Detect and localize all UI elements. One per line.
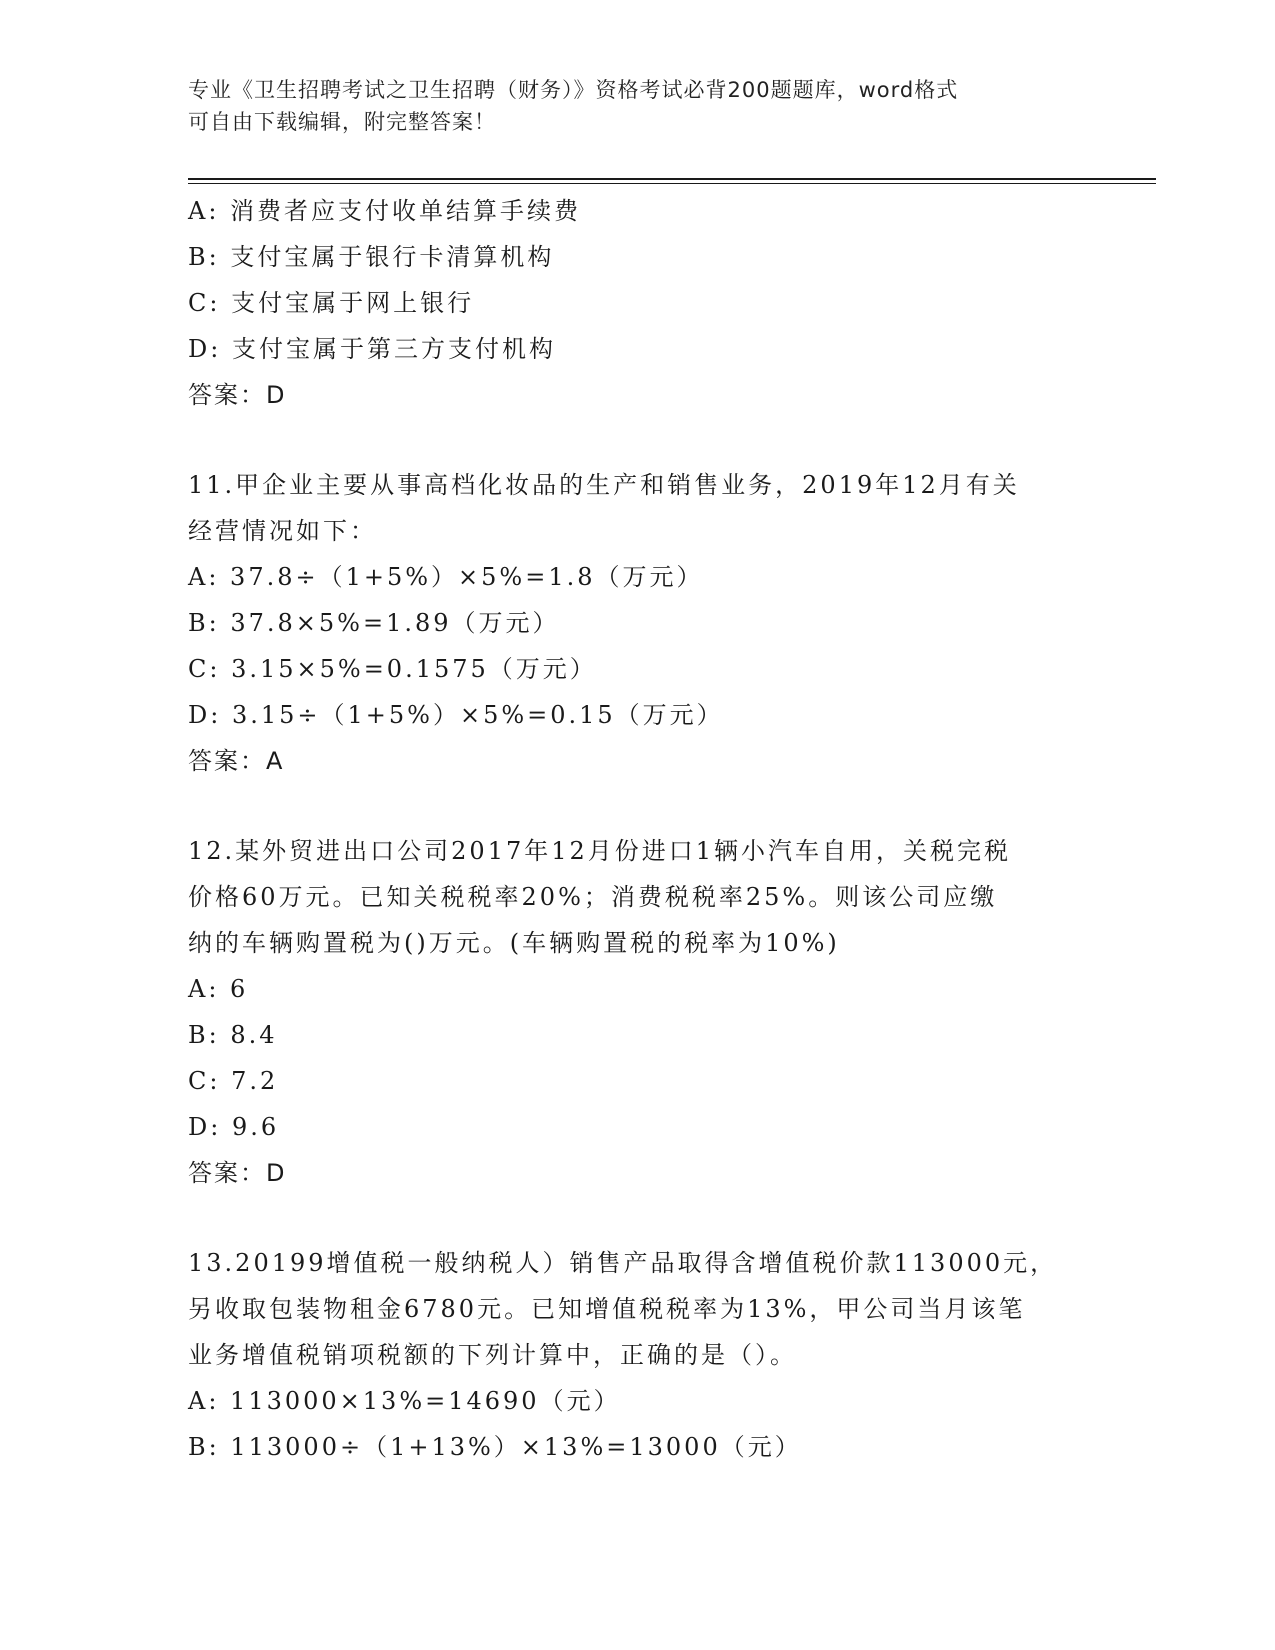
question-11 <box>188 462 1088 784</box>
question-stem-line: 13.20199增值税一般纳税人）销售产品取得含增值税价款113000元， <box>188 1249 1058 1277</box>
option-d: D: 9.6 <box>188 1113 280 1141</box>
option-a: A: 37.8÷（1+5%）×5%=1.8（万元） <box>188 563 704 591</box>
question-stem-line: 价格60万元。已知关税税率20%；消费税税率25%。则该公司应缴 <box>188 883 998 911</box>
option-a: A: 113000×13%=14690（元） <box>188 1387 621 1415</box>
option-b: B: 113000÷（1+13%）×13%=13000（元） <box>188 1433 802 1461</box>
option-c: C: 3.15×5%=0.1575（万元） <box>188 655 597 683</box>
option-b: B: 8.4 <box>188 1021 278 1049</box>
spacer <box>188 784 1088 828</box>
spacer <box>188 418 1088 462</box>
option-b: B: 支付宝属于银行卡清算机构 <box>188 243 555 271</box>
header-divider-thick <box>188 178 1156 180</box>
answer: 答案：D <box>188 381 287 409</box>
header-title-line-1: 专业《卫生招聘考试之卫生招聘（财务）》资格考试必背200题题库，word格式 <box>188 78 959 102</box>
option-d: D: 3.15÷（1+5%）×5%=0.15（万元） <box>188 701 724 729</box>
question-13 <box>188 1240 1088 1470</box>
document-body <box>188 188 1088 1470</box>
question-stem-line: 11.甲企业主要从事高档化妆品的生产和销售业务，2019年12月有关 <box>188 471 1020 499</box>
question-10 <box>188 188 1088 418</box>
option-c: C: 支付宝属于网上银行 <box>188 289 475 317</box>
question-stem-line: 另收取包装物租金6780元。已知增值税税率为13%，甲公司当月该笔 <box>188 1295 1026 1323</box>
question-stem-line: 12.某外贸进出口公司2017年12月份进口1辆小汽车自用，关税完税 <box>188 837 1012 865</box>
option-a: A: 6 <box>188 975 249 1003</box>
option-b: B: 37.8×5%=1.89（万元） <box>188 609 560 637</box>
answer: 答案：D <box>188 1159 287 1187</box>
question-12 <box>188 828 1088 1196</box>
document-header <box>188 74 1068 138</box>
answer: 答案：A <box>188 747 285 775</box>
option-c: C: 7.2 <box>188 1067 279 1095</box>
question-stem-line: 经营情况如下： <box>188 517 377 545</box>
question-stem-line: 业务增值税销项税额的下列计算中，正确的是（）。 <box>188 1341 797 1369</box>
option-d: D: 支付宝属于第三方支付机构 <box>188 335 556 363</box>
spacer <box>188 1196 1088 1240</box>
option-a: A: 消费者应支付收单结算手续费 <box>188 197 582 225</box>
header-divider-thin <box>188 183 1156 184</box>
question-stem-line: 纳的车辆购置税为()万元。(车辆购置税的税率为10%) <box>188 929 840 957</box>
header-title-line-2: 可自由下载编辑，附完整答案！ <box>188 110 496 134</box>
